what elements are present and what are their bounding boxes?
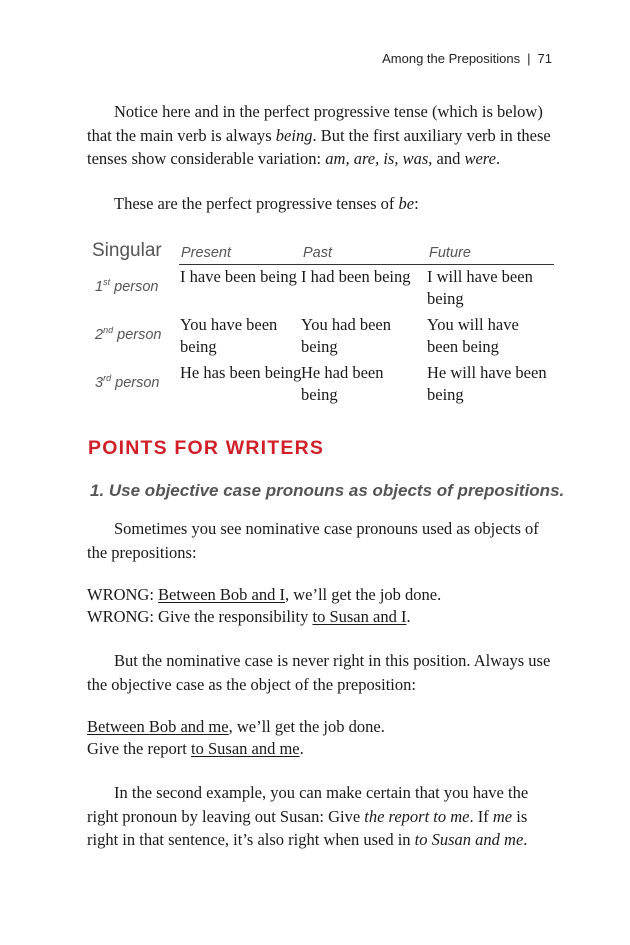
column-header-past: Past [303, 245, 333, 261]
text-run: is right in that sentence, it’s also right when used in [87, 806, 528, 849]
table-cell: I have been being [180, 267, 297, 286]
table-cell: He had been being [301, 363, 384, 404]
underlined-text: Between Bob and me [87, 717, 229, 736]
body-paragraph [87, 649, 552, 696]
intro-paragraph-1 [87, 100, 552, 171]
row-label: 1st person [95, 277, 159, 295]
text-run: . [523, 830, 528, 849]
page-number: 71 [537, 51, 552, 66]
wrong-example-1 [87, 583, 552, 607]
text-run: WRONG: Give the responsibility [87, 607, 313, 626]
text-run: Notice here and in the perfect progressive tense (which is below) that the main verb is always [87, 102, 543, 145]
emphasis-text: me [492, 806, 513, 826]
text-run: . If [469, 806, 493, 826]
column-header-future: Future [429, 245, 471, 261]
right-example-1 [87, 715, 552, 739]
emphasis-text: be [398, 194, 415, 213]
running-header [382, 51, 552, 66]
column-header-present: Present [181, 245, 231, 261]
body-paragraph [87, 781, 552, 852]
emphasis-text: to Susan and me [414, 830, 524, 849]
text-run: , we’ll get the job done. [284, 585, 442, 604]
table-cell: He will have been being [427, 363, 547, 404]
wrong-example-2 [87, 605, 552, 629]
table-row [92, 264, 554, 312]
table-header-row [92, 240, 554, 264]
emphasis-text: am, are, is, was, [325, 149, 433, 168]
table-cell: I had been being [301, 267, 411, 286]
row-label: 2nd person [95, 325, 162, 343]
emphasis-text: being [275, 125, 313, 145]
intro-paragraph-2 [87, 192, 552, 216]
text-run: WRONG: [87, 585, 159, 604]
row-label: 3rd person [95, 373, 160, 391]
emphasis-text: were [464, 149, 496, 168]
underlined-text: to Susan and I [312, 607, 407, 626]
table-corner-label: Singular [92, 240, 162, 261]
text-run: But the nominative case is never right in this position. Always use the objective case as the object of the preposition: [87, 651, 551, 694]
emphasis-text: the report to me [364, 806, 470, 826]
subheading: 1. Use objective case pronouns as objects of prepositions. [90, 481, 565, 500]
text-run: Give the report [87, 739, 192, 758]
section-heading: POINTS FOR WRITERS [88, 437, 325, 459]
text-run: Sometimes you see nominative case pronouns used as objects of the prepositions: [87, 519, 539, 562]
body-paragraph [87, 517, 552, 564]
text-run: These are the perfect progressive tenses of [114, 194, 399, 213]
table-cell: I will have been being [427, 267, 533, 308]
table-cell: You have been being [180, 315, 278, 356]
text-run: , we’ll get the job done. [228, 717, 385, 736]
text-run: . [495, 149, 501, 168]
table-cell: You had been being [301, 315, 391, 356]
text-run: . [406, 607, 411, 626]
right-example-2 [87, 737, 552, 761]
underlined-text: to Susan and me [191, 739, 300, 758]
text-run: . But the first auxiliary verb in these tenses show considerable variation: [87, 125, 551, 168]
underlined-text: Between Bob and I [158, 585, 285, 604]
header-separator: | [527, 51, 531, 66]
chapter-title: Among the Prepositions [382, 51, 521, 66]
table-row [92, 360, 554, 408]
text-run: In the second example, you can make certain that you have the right pronoun by leaving out Susan: Give [87, 783, 529, 826]
tense-table [92, 240, 554, 408]
text-run: and [432, 149, 465, 168]
table-row [92, 312, 554, 360]
table-cell: You will have been being [427, 315, 519, 356]
text-run: : [414, 194, 419, 213]
table-cell: He has been being [180, 363, 302, 382]
text-run: . [299, 739, 304, 758]
